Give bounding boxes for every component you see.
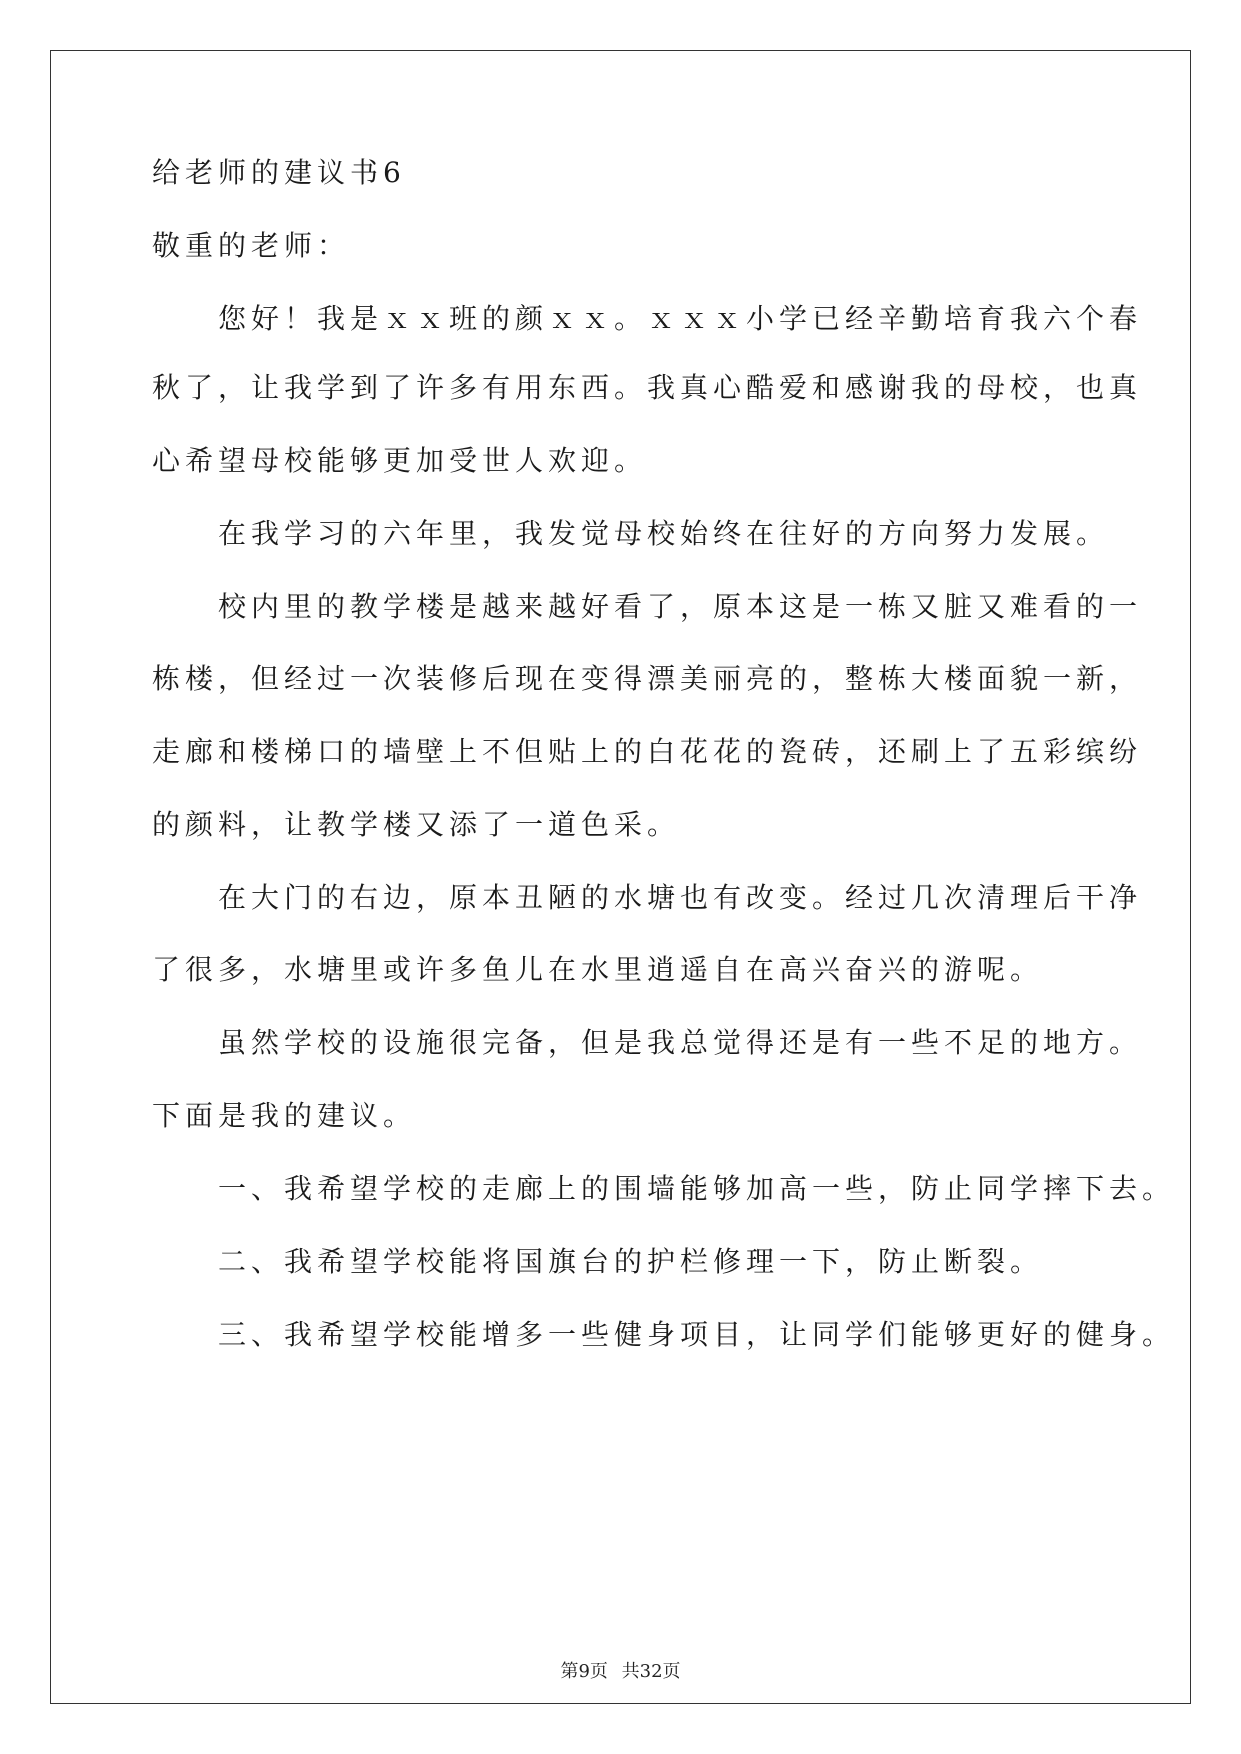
paragraph-line: 二、我希望学校能将国旗台的护栏修理一下，防止断裂。 <box>152 1245 1044 1278</box>
paragraph-line: 一、我希望学校的走廊上的围墙能够加高一些，防止同学摔下去。 <box>152 1172 1176 1205</box>
paragraph-line: 校内里的教学楼是越来越好看了，原本这是一栋又脏又难看的一 <box>152 590 1143 623</box>
paragraph-line: 了很多，水塘里或许多鱼儿在水里逍遥自在高兴奋兴的游呢。 <box>152 953 1044 986</box>
paragraph-line: 三、我希望学校能增多一些健身项目，让同学们能够更好的健身。 <box>152 1318 1176 1351</box>
paragraph-line: 在大门的右边，原本丑陋的水塘也有改变。经过几次清理后干净 <box>152 881 1143 914</box>
paragraph-line: 心希望母校能够更加受世人欢迎。 <box>152 444 648 477</box>
paragraph-line: 下面是我的建议。 <box>152 1099 417 1132</box>
paragraph-line: 的颜料，让教学楼又添了一道色采。 <box>152 808 681 841</box>
page-number: 第9页 <box>560 1661 608 1682</box>
paragraph-line: 在我学习的六年里，我发觉母校始终在往好的方向努力发展。 <box>152 517 1110 550</box>
total-pages: 共32页 <box>621 1661 681 1682</box>
document-title: 给老师的建议书6 <box>152 156 406 189</box>
salutation: 敬重的老师： <box>152 229 351 262</box>
paragraph-line: 栋楼，但经过一次装修后现在变得漂美丽亮的，整栋大楼面貌一新， <box>152 662 1143 695</box>
paragraph-line: 您好！我是ｘｘ班的颜ｘｘ。ｘｘｘ小学已经辛勤培育我六个春 <box>152 302 1143 335</box>
paragraph-line: 秋了，让我学到了许多有用东西。我真心酷爱和感谢我的母校，也真 <box>152 371 1143 404</box>
paragraph-line: 虽然学校的设施很完备，但是我总觉得还是有一些不足的地方。 <box>152 1026 1143 1059</box>
page-footer <box>0 1660 1241 1684</box>
paragraph-line: 走廊和楼梯口的墙壁上不但贴上的白花花的瓷砖，还刷上了五彩缤纷 <box>152 735 1143 768</box>
